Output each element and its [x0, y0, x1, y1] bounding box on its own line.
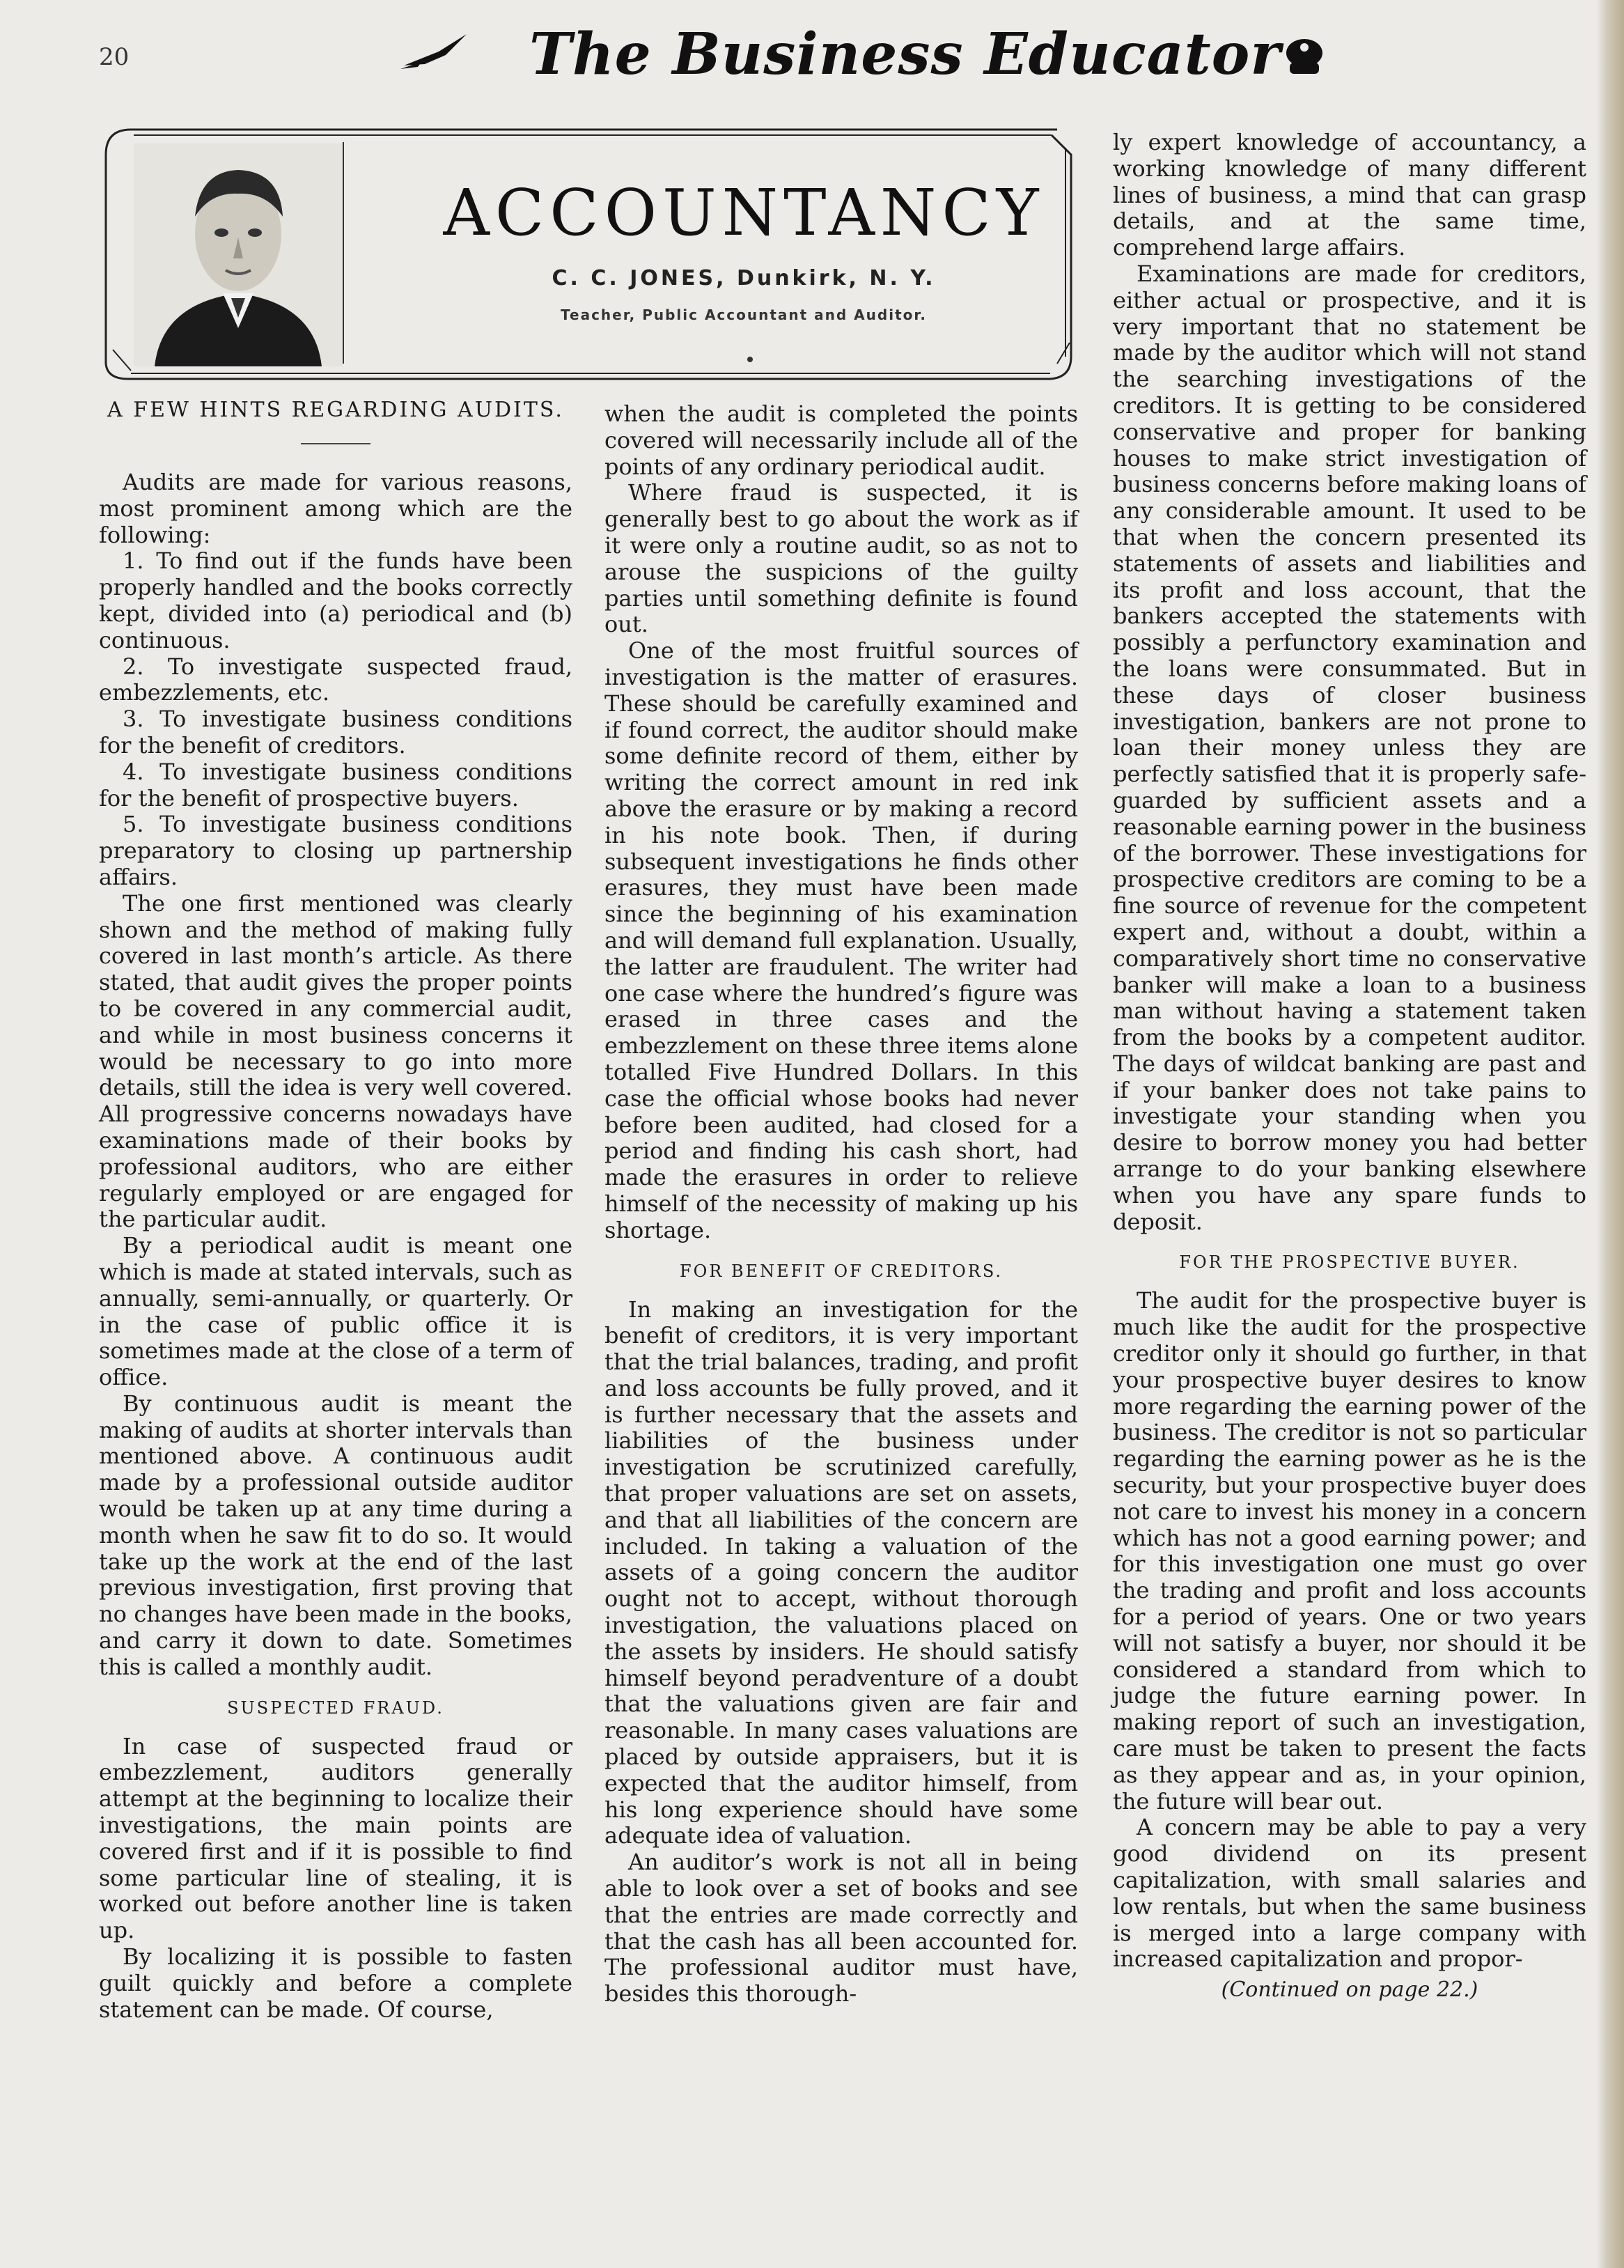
quill-icon	[397, 31, 474, 72]
section-title: ACCOUNTANCY	[443, 176, 1045, 250]
paragraph: In case of suspected fraud or embezzlement, auditors generally attempt at the beginning to localize their investigations, the main points are covered first and if it is possible to find some particular line of stealing, it is worked out before another line is taken up.	[99, 1732, 572, 1944]
paragraph: The one first mentioned was clearly shown and the method of making fully covered in last month’s article. As there stated, that audit gives the proper points to be covered in any commercial audit, and while in most business concerns it would be necessary to go into more details, still the idea is very well covered. All progressive concerns nowadays have examinations made of their books by professional auditors, who are either regularly employed or are engaged for the particular audit.	[99, 890, 572, 1233]
portrait-photo	[134, 143, 343, 366]
subhead-benefit-of-creditors: FOR BENEFIT OF CREDITORS.	[679, 1261, 1004, 1281]
author-line: C. C. JONES, Dunkirk, N. Y.	[552, 266, 936, 290]
paragraph: Where fraud is suspected, it is generally best to go about the work as if it were only a routine audit, so as not to arouse the suspicions of the guilty parties until something definite is found out.	[604, 479, 1078, 638]
paragraph: A concern may be able to pay a very good dividend on its present capitalization, with small salaries and low rentals, but when the same business is merged into a large company with increased capitalization and propor-	[1113, 1814, 1586, 1973]
paragraph: Examinations are made for creditors, either actual or prospective, and it is very important that no statement be made by the auditor which will not stand the searching investigations of the creditors. It is getting to be considered conservative and proper for banking houses to make strict investigation of business concerns before making loans of any considerable amount. It used to be that when the concern presented its statements of assets and liabilities and its profit and loss account, that the bankers accepted the statements with possibly a perfunctory examination and the loans were consummated. But in these days of closer business investigation, bankers are not prone to loan their money unless they are perfectly satisfied that it is properly safe-guarded by sufficient assets and a reasonable earning power in the business of the borrower. These investigations for prospective creditors are coming to be a fine source of revenue for the competent expert and, without a doubt, within a comparatively short time no conservative banker will make a loan to a business man without having a statement taken from the books by a competent auditor. The days of wildcat banking are past and if your banker does not take pains to investigate your standing when you desire to borrow money you had better arrange to do your banking elsewhere when you have any spare funds to deposit.	[1113, 260, 1586, 1235]
paragraph: 3. To investigate business conditions for the benefit of creditors.	[99, 706, 572, 759]
paragraph: In making an investigation for the benefit of creditors, it is very important that the trial balances, trading, and profit and loss accounts be fully proved, and it is further necessary that the assets and liabilities of the business under investigation be scrutinized carefully, that proper valuations are set on assets, and that all liabilities of the concern are included. In taking a valuation of the assets of a going concern the auditor ought not to accept, without thorough investigation, the valuations placed on the assets by insiders. He should satisfy himself beyond peradventure of a doubt that the valuations given are fair and reasonable. In many cases valuations are placed by outside appraisers, but it is expected that the auditor himself, from his long experience should have some adequate idea of valuation.	[604, 1296, 1078, 1849]
subhead-prospective-buyer: FOR THE PROSPECTIVE BUYER.	[1179, 1252, 1520, 1273]
paragraph: Audits are made for various reasons, most prominent among which are the following:	[99, 469, 572, 548]
article-heading: A FEW HINTS REGARDING AUDITS.	[107, 398, 564, 422]
paragraph: By localizing it is possible to fasten guilt quickly and before a complete statement can be made. Of course,	[99, 1943, 572, 2023]
paragraph: An auditor’s work is not all in being able to look over a set of books and see that the entries are made correctly and that the cash has all been accounted for. The professional auditor must have, besides this thorough-	[604, 1849, 1078, 2007]
ornament-dot	[747, 357, 753, 362]
page-edge	[1596, 0, 1624, 2268]
article-column-3	[1113, 130, 1586, 2003]
article-column-2	[604, 401, 1078, 2007]
paragraph: when the audit is completed the points covered will necessarily include all of the points of any ordinary periodical audit.	[604, 401, 1078, 480]
paragraph: The audit for the prospective buyer is much like the audit for the prospective creditor only it should go further, in that your prospective buyer desires to know more regarding the earning power of the business. The creditor is not so particular regarding the earning power as he is the security, but your prospective buyer does not care to invest his money in a concern which has not a good earning power; and for this investigation one must go over the trading and profit and loss accounts for a period of years. One or two years will not satisfy a buyer, nor should it be considered a standard from which to judge the future earning power. In making report of such an investigation, care must be taken to present the facts as they appear and as, in your opinion, the future will bear out.	[1113, 1287, 1586, 1815]
title-box	[103, 127, 1078, 385]
continued-note: (Continued on page 22.)	[1221, 1978, 1478, 2003]
article-column-1	[99, 397, 572, 2023]
paragraph: ly expert knowledge of accountancy, a working knowledge of many different lines of business, a mind that can grasp details, and at the same time, comprehend large affairs.	[1113, 129, 1586, 261]
paragraph: 4. To investigate business conditions for the benefit of prospective buyers.	[99, 758, 572, 811]
paragraph: One of the most fruitful sources of investigation is the matter of erasures. These should be carefully examined and if found correct, the auditor should make some definite record of them, either by writing the correct amount in red ink above the erasure or by making a record in his note book. Then, if during subsequent investigations he finds other erasures, they must have been made since the beginning of his examination and will demand full explanation. Usually, the latter are fraudulent. The writer had one case where the hundred’s figure was erased in three cases and the embezzlement on these three items alone totalled Five Hundred Dollars. In this case the official whose books had never before been audited, had closed for a period and finding his cash short, had made the erasures in order to relieve himself of the necessity of making up his shortage.	[604, 637, 1078, 1243]
subhead-suspected-fraud: SUSPECTED FRAUD.	[227, 1698, 444, 1718]
eagle-ornament-icon	[1280, 32, 1329, 81]
heading-rule	[301, 443, 370, 444]
paragraph: 5. To investigate business conditions preparatory to closing up partnership affairs.	[99, 811, 572, 890]
page-number: 20	[99, 43, 130, 71]
paragraph: By continuous audit is meant the making of audits at shorter intervals than mentioned above. A continuous audit made by a professional outside auditor would be taken up at any time during a month when he saw fit to do so. It would take up the work at the end of the last previous investigation, first proving that no changes have been made in the books, and carry it down to date. Sometimes this is called a monthly audit.	[99, 1390, 572, 1680]
paragraph: 2. To investigate suspected fraud, embezzlements, etc.	[99, 653, 572, 706]
masthead-title: The Business Educator	[529, 21, 1281, 88]
paragraph: By a periodical audit is meant one which is made at stated intervals, such as annually, semi-annually, or quarterly. Or in the case of public office it is sometimes made at the close of a term of office.	[99, 1232, 572, 1391]
author-role: Teacher, Public Accountant and Auditor.	[561, 306, 927, 323]
paragraph: 1. To find out if the funds have been properly handled and the books correctly kept, divided into (a) periodical and (b) continuous.	[99, 547, 572, 653]
